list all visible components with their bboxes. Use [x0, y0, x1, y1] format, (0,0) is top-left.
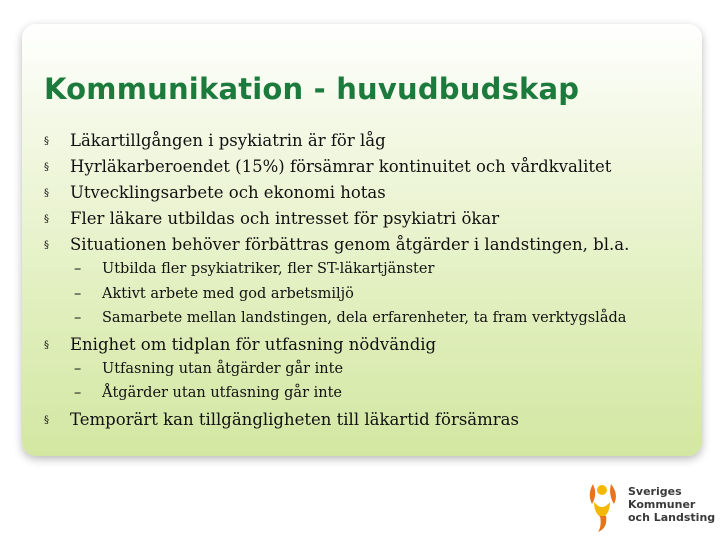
sub-bullet-text: Samarbete mellan landstingen, dela erfarenheter, ta fram verktygslåda — [102, 310, 627, 326]
bullet-text: Temporärt kan tillgängligheten till läkartid försämras — [70, 410, 519, 429]
logo-line: Kommuner — [628, 498, 696, 511]
bullet-marker: § — [44, 214, 49, 225]
dash-marker: – — [74, 385, 82, 401]
sub-bullet-item — [74, 361, 343, 377]
bullet-marker: § — [44, 136, 49, 147]
bullet-item — [44, 335, 436, 354]
bullet-item — [44, 209, 499, 228]
bullet-item — [44, 183, 386, 202]
dash-marker: – — [74, 361, 82, 377]
bullet-text: Enighet om tidplan för utfasning nödvändig — [70, 335, 437, 354]
bullet-marker: § — [44, 415, 49, 426]
bullet-text: Utvecklingsarbete och ekonomi hotas — [70, 183, 386, 202]
sub-bullet-item — [74, 310, 626, 326]
bullet-text: Hyrläkarberoendet (15%) försämrar kontinuitet och vårdkvalitet — [70, 157, 612, 176]
logo-mark-icon — [584, 478, 626, 534]
bullet-item — [44, 157, 611, 176]
logo-line: och Landsting — [628, 511, 716, 524]
sub-bullet-text: Aktivt arbete med god arbetsmiljö — [102, 286, 354, 302]
sub-bullet-text: Utbilda fler psykiatriker, fler ST-läkartjänster — [102, 261, 435, 277]
logo-wordmark — [628, 485, 715, 524]
skl-logo — [584, 478, 714, 534]
sub-bullet-item — [74, 261, 434, 277]
bullet-item — [44, 131, 386, 150]
sub-bullet-text: Åtgärder utan utfasning går inte — [102, 385, 342, 401]
logo-line: Sveriges — [628, 485, 682, 498]
bullet-text: Läkartillgången i psykiatrin är för låg — [70, 131, 386, 150]
bullet-marker: § — [44, 162, 49, 173]
dash-marker: – — [74, 310, 82, 326]
bullet-marker: § — [44, 240, 49, 251]
sub-bullet-item — [74, 286, 354, 302]
sub-bullet-text: Utfasning utan åtgärder går inte — [102, 361, 344, 377]
sub-bullet-item — [74, 385, 342, 401]
slide-title: Kommunikation - huvudbudskap — [44, 72, 580, 106]
bullet-marker: § — [44, 340, 49, 351]
dash-marker: – — [74, 261, 82, 277]
bullet-text: Fler läkare utbildas och intresset för psykiatri ökar — [70, 209, 500, 228]
dash-marker: – — [74, 286, 82, 302]
bullet-item — [44, 235, 629, 254]
bullet-text: Situationen behöver förbättras genom åtgärder i landstingen, bl.a. — [70, 235, 630, 254]
bullet-item — [44, 410, 519, 429]
bullet-marker: § — [44, 188, 49, 199]
